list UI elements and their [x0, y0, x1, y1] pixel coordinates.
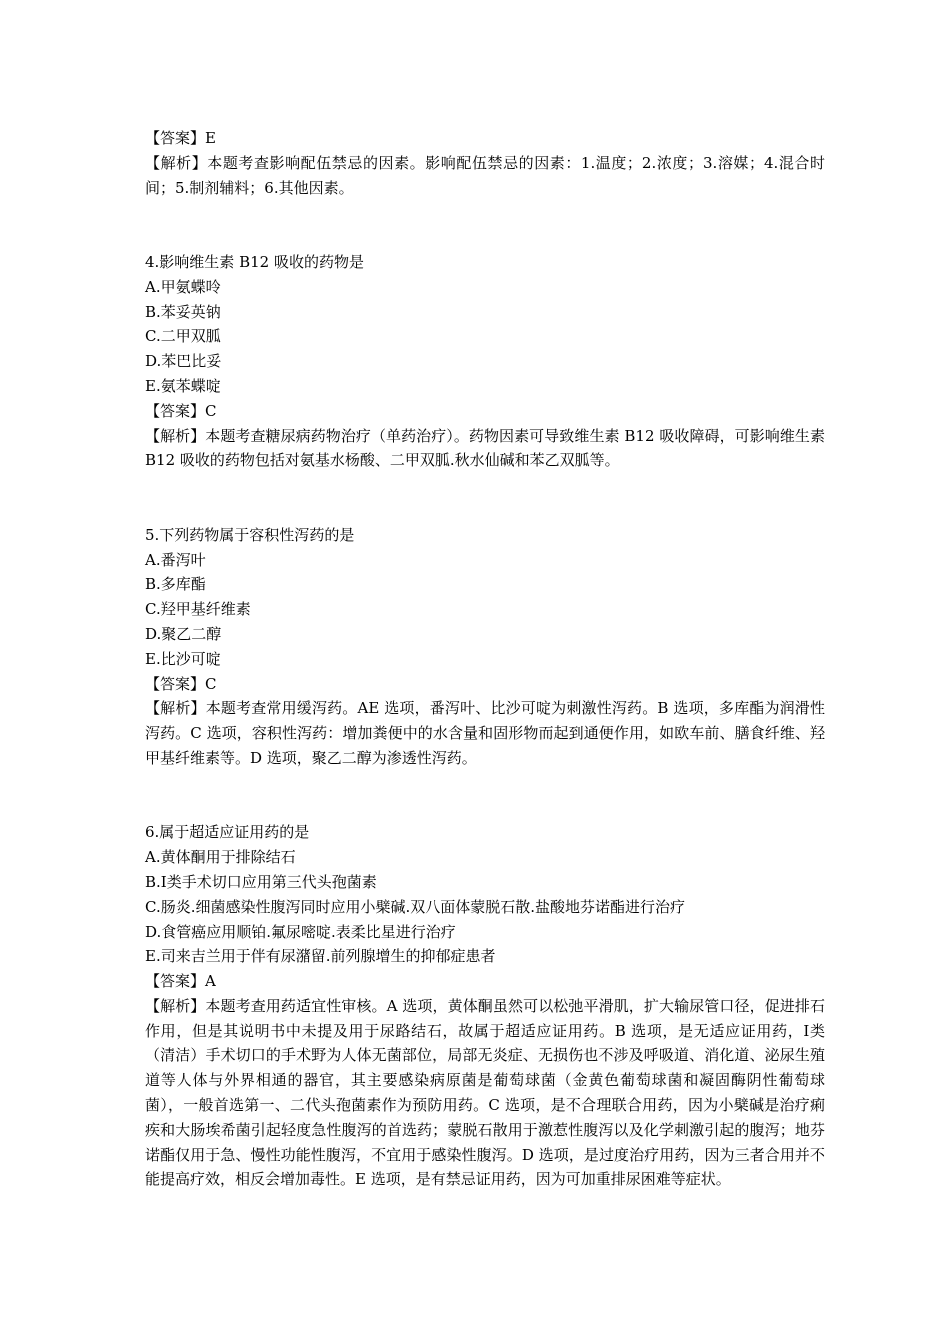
option-b: B.Ⅰ类手术切口应用第三代头孢菌素	[145, 872, 377, 891]
question-block-6	[145, 820, 825, 1192]
spacer	[145, 771, 825, 821]
option-c: C.肠炎.细菌感染性腹泻同时应用小檗碱.双八面体蒙脱石散.盐酸地芬诺酯进行治疗	[145, 897, 686, 916]
analysis-paragraph: 【解析】本题考查糖尿病药物治疗（单药治疗）。药物因素可导致维生素 B12 吸收障碍，可影响维生素 B12 吸收的药物包括对氨基水杨酸、二甲双胍.秋水仙碱和苯乙双胍等。	[145, 426, 825, 470]
question-stem: 5.下列药物属于容积性泻药的是	[145, 525, 355, 544]
spacer	[145, 200, 825, 250]
option-c: C.二甲双胍	[145, 327, 221, 346]
question-block-4	[145, 250, 825, 473]
option-e: E.比沙可啶	[145, 649, 221, 668]
question-block-3-answer	[145, 126, 825, 200]
question-block-5	[145, 523, 825, 771]
question-stem: 6.属于超适应证用药的是	[145, 823, 310, 842]
option-b: B.多库酯	[145, 575, 206, 594]
option-a: A.番泻叶	[145, 550, 206, 569]
answer-line: 【答案】E	[145, 129, 216, 147]
option-d: D.苯巴比妥	[145, 352, 222, 371]
option-a: A.黄体酮用于排除结石	[145, 848, 296, 867]
answer-line: 【答案】C	[145, 674, 217, 693]
option-e: E.司来吉兰用于伴有尿潴留.前列腺增生的抑郁症患者	[145, 947, 496, 966]
analysis-paragraph: 【解析】本题考查用药适宜性审核。A 选项，黄体酮虽然可以松弛平滑肌，扩大输尿管口径，促进排石作用，但是其说明书中未提及用于尿路结石，故属于超适应证用药。B 选项，是无适应证用药，Ⅰ类（清洁）手术切口的手术野为人体无菌部位，局部无炎症、无损伤也不涉及呼吸道、消化道、泌尿生殖道等人体与外界相通的器官，其主要感染病原菌是葡萄球菌（金黄色葡萄球菌和凝固酶阴性葡萄球菌），一般首选第一、二代头孢菌素作为预防用药。C 选项，是不合理联合用药，因为小檗碱是治疗痢疾和大肠埃希菌引起轻度急性腹泻的首选药；蒙脱石散用于激惹性腹泻以及化学刺激引起的腹泻；地芬诺酯仅用于急、慢性功能性腹泻，不宜用于感染性腹泻。D 选项，是过度治疗用药，因为三者合用并不能提高疗效，相反会增加毒性。E 选项，是有禁忌证用药，因为可加重排尿困难等症状。	[145, 996, 825, 1189]
option-c: C.羟甲基纤维素	[145, 600, 251, 619]
analysis-paragraph: 【解析】本题考查影响配伍禁忌的因素。影响配伍禁忌的因素：1.温度；2.浓度；3.溶媒；4.混合时间；5.制剂辅料；6.其他因素。	[145, 153, 825, 197]
option-b: B.苯妥英钠	[145, 302, 221, 321]
document-body	[145, 126, 825, 1192]
analysis-paragraph: 【解析】本题考查常用缓泻药。AE 选项，番泻叶、比沙可啶为刺激性泻药。B 选项，多库酯为润滑性泻药。C 选项，容积性泻药：增加粪便中的水含量和固形物而起到通便作用，如欧车前、膳食纤维、羟甲基纤维素等。D 选项，聚乙二醇为渗透性泻药。	[145, 699, 825, 767]
answer-line: 【答案】A	[145, 972, 216, 991]
question-stem: 4.影响维生素 B12 吸收的药物是	[145, 252, 364, 271]
answer-line: 【答案】C	[145, 401, 217, 420]
option-d: D.食管癌应用顺铂.氟尿嘧啶.表柔比星进行治疗	[145, 922, 456, 941]
spacer	[145, 473, 825, 523]
option-e: E.氨苯蝶啶	[145, 376, 221, 395]
option-d: D.聚乙二醇	[145, 624, 222, 643]
option-a: A.甲氨蝶呤	[145, 277, 221, 296]
